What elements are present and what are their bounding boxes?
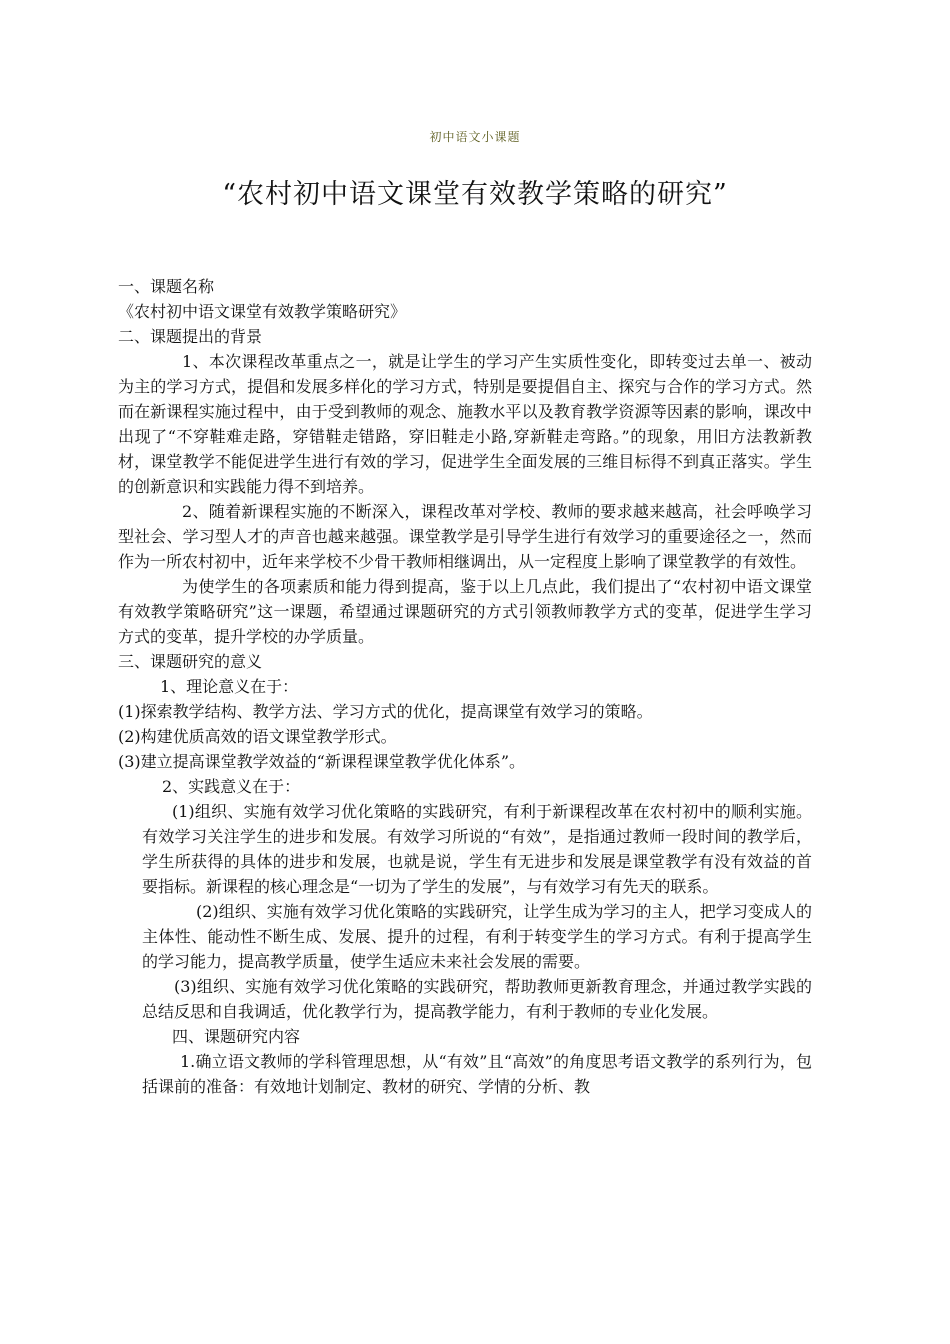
section-3-heading: 三、课题研究的意义	[118, 652, 263, 671]
section-3-practice-paragraph-3: (3)组织、实施有效学习优化策略的实践研究，帮助教师更新教育理念，并通过教学实践的总结反思和自我调适，优化教学行为，提高教学能力，有利于教师的专业化发展。	[142, 977, 812, 1021]
section-4-heading: 四、课题研究内容	[172, 1027, 301, 1046]
section-3-theory-item-2: (2)构建优质高效的语文课堂教学形式。	[118, 727, 397, 746]
section-3-theory-heading: 1、理论意义在于：	[160, 677, 299, 696]
document-body	[118, 274, 812, 1099]
section-2-paragraph-1: 1、本次课程改革重点之一，就是让学生的学习产生实质性变化，即转变过去单一、被动为主的学习方式，提倡和发展多样化的学习方式，特别是要提倡自主、探究与合作的学习方式。然而在新课程实施过程中，由于受到教师的观念、施教水平以及教育教学资源等因素的影响，课改中出现了“不穿鞋难走路，穿错鞋走错路，穿旧鞋走小路,穿新鞋走弯路。”的现象，用旧方法教新教材，课堂教学不能促进学生进行有效的学习，促进学生全面发展的三维目标得不到真正落实。学生的创新意识和实践能力得不到培养。	[118, 352, 812, 496]
section-2-heading: 二、课题提出的背景	[118, 327, 263, 346]
section-3-practice-heading: 2、实践意义在于：	[162, 777, 301, 796]
section-3-theory-item-3: (3)建立提高课堂教学效益的“新课程课堂教学优化体系”。	[118, 752, 526, 771]
section-3-theory-item-1: (1)探索教学结构、教学方法、学习方式的优化，提高课堂有效学习的策略。	[118, 702, 653, 721]
section-1-heading: 一、课题名称	[118, 277, 215, 296]
section-4-paragraph-1: 1.确立语文教师的学科管理思想，从“有效”且“高效”的角度思考语文教学的系列行为，包括课前的准备：有效地计划制定、教材的研究、学情的分析、教	[142, 1052, 812, 1096]
section-1-topic-name: 《农村初中语文课堂有效教学策略研究》	[118, 302, 407, 321]
section-3-practice-paragraph-1: (1)组织、实施有效学习优化策略的实践研究，有利于新课程改革在农村初中的顺利实施。有效学习关注学生的进步和发展。有效学习所说的“有效”，是指通过教师一段时间的教学后，学生所获得的具体的进步和发展，也就是说，学生有无进步和发展是课堂教学有没有效益的首要指标。新课程的核心理念是“一切为了学生的发展”，与有效学习有先天的联系。	[142, 802, 812, 896]
header-note: 初中语文小课题	[429, 130, 521, 144]
section-3-practice-paragraph-2: (2)组织、实施有效学习优化策略的实践研究，让学生成为学习的主人，把学习变成人的主体性、能动性不断生成、发展、提升的过程，有利于转变学生的学习方式。有利于提高学生的学习能力，提高教学质量，使学生适应未来社会发展的需要。	[142, 902, 812, 971]
section-2-paragraph-3: 为使学生的各项素质和能力得到提高，鉴于以上几点此，我们提出了“农村初中语文课堂有效教学策略研究”这一课题，希望通过课题研究的方式引领教师教学方式的变革，促进学生学习方式的变革，提升学校的办学质量。	[118, 577, 812, 646]
section-2-paragraph-2: 2、随着新课程实施的不断深入，课程改革对学校、教师的要求越来越高，社会呼唤学习型社会、学习型人才的声音也越来越强。课堂教学是引导学生进行有效学习的重要途径之一，然而作为一所农村初中，近年来学校不少骨干教师相继调出，从一定程度上影响了课堂教学的有效性。	[118, 502, 812, 571]
document-title: “农村初中语文课堂有效教学策略的研究”	[222, 179, 728, 210]
